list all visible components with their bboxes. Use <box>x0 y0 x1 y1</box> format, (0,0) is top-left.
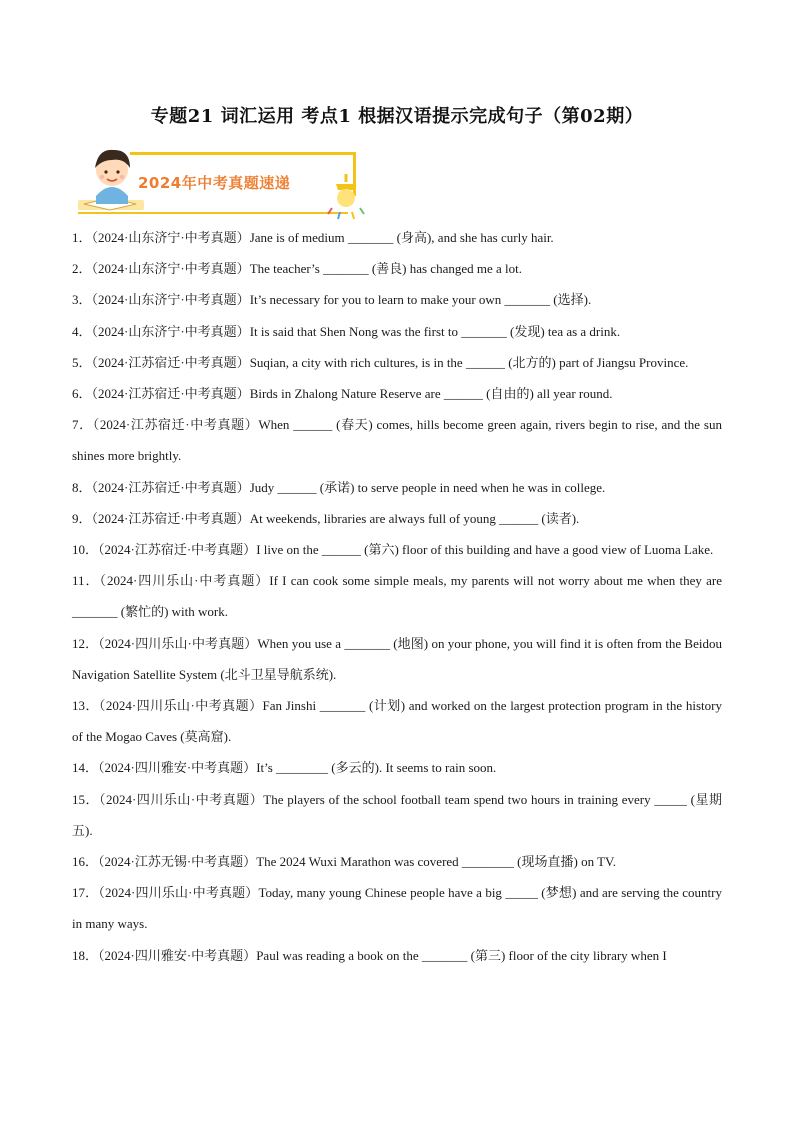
question-text: Suqian, a city with rich cultures, is in the ______ (北方的) part of Jiangsu Province. <box>249 354 689 370</box>
question-item <box>72 472 722 503</box>
question-number: 5． <box>72 354 92 370</box>
question-text: Paul was reading a book on the _______ (第三) floor of the city library when I <box>256 947 667 963</box>
question-source: （2024·江苏无锡·中考真题） <box>98 854 257 870</box>
question-item <box>72 877 722 939</box>
question-item <box>72 940 722 971</box>
question-source: （2024·江苏宿迁·中考真题） <box>91 510 250 526</box>
banner-label: 2024年中考真题速递 <box>138 174 291 192</box>
question-text: When you use a _______ (地图) on your phone, you will find it is often from the Beidou Navigation Satellite System (北斗卫星导航系统). <box>72 635 722 682</box>
question-item <box>72 752 722 783</box>
question-number: 13． <box>72 698 99 714</box>
question-text: If I can cook some simple meals, my parents will not worry about me when they are _______ (繁忙的) with work. <box>72 573 722 620</box>
question-source: （2024·四川乐山·中考真题） <box>99 573 270 589</box>
question-source: （2024·山东济宁·中考真题） <box>91 323 250 339</box>
question-item <box>72 284 722 315</box>
question-source: （2024·山东济宁·中考真题） <box>91 292 250 308</box>
question-number: 11． <box>72 573 100 589</box>
question-text: Fan Jinshi _______ (计划) and worked on the largest protection program in the history of the Mogao Caves (莫高窟). <box>72 698 722 745</box>
question-number: 14． <box>72 760 99 776</box>
question-item <box>72 316 722 347</box>
question-number: 16． <box>72 854 99 870</box>
question-source: （2024·江苏宿迁·中考真题） <box>91 354 250 370</box>
question-item <box>72 503 722 534</box>
question-item <box>72 347 722 378</box>
question-source: （2024·江苏宿迁·中考真题） <box>92 417 259 433</box>
question-number: 9． <box>72 510 92 526</box>
question-item <box>72 628 722 690</box>
question-text: At weekends, libraries are always full of young ______ (读者). <box>249 510 580 526</box>
question-source: （2024·江苏宿迁·中考真题） <box>91 479 250 495</box>
question-text: Judy ______ (承诺) to serve people in need when he was in college. <box>249 479 606 495</box>
question-item <box>72 690 722 752</box>
question-text: Jane is of medium _______ (身高), and she has curly hair. <box>249 230 554 245</box>
question-number: 15． <box>72 791 100 807</box>
question-number: 1． <box>72 230 92 245</box>
question-source: （2024·四川乐山·中考真题） <box>98 885 259 901</box>
question-source: （2024·江苏宿迁·中考真题） <box>91 386 250 402</box>
question-item <box>72 253 722 284</box>
question-source: （2024·四川乐山·中考真题） <box>98 698 263 714</box>
question-number: 12． <box>72 635 99 651</box>
question-item <box>72 378 722 409</box>
section-banner <box>74 138 364 220</box>
question-text: I live on the ______ (第六) floor of this building and have a good view of Luoma Lake. <box>256 542 714 558</box>
question-item <box>72 784 722 846</box>
question-number: 10． <box>72 542 99 558</box>
question-text: It’s necessary for you to learn to make your own _______ (选择). <box>249 292 592 308</box>
question-number: 2． <box>72 261 92 277</box>
question-number: 4． <box>72 323 92 339</box>
question-text: The teacher’s _______ (善良) has changed me a lot. <box>249 261 522 277</box>
question-list <box>72 222 722 971</box>
question-item <box>72 846 722 877</box>
lightbulb-icon <box>326 174 366 220</box>
page-title: 专题21 词汇运用 考点1 根据汉语提示完成句子（第02期） <box>150 106 644 127</box>
question-text: The players of the school football team spend two hours in training every _____ (星期五). <box>72 791 722 838</box>
question-number: 8． <box>72 479 92 495</box>
question-text: Today, many young Chinese people have a big _____ (梦想) and are serving the country in many ways. <box>72 885 722 932</box>
question-source: （2024·四川雅安·中考真题） <box>98 947 257 963</box>
question-number: 6． <box>72 386 92 402</box>
question-item <box>72 222 722 253</box>
question-source: （2024·江苏宿迁·中考真题） <box>98 542 257 558</box>
question-number: 3． <box>72 292 92 308</box>
question-text: The 2024 Wuxi Marathon was covered ________ (现场直播) on TV. <box>256 854 616 870</box>
question-item <box>72 409 722 471</box>
question-number: 7． <box>72 417 93 433</box>
question-item <box>72 565 722 627</box>
question-source: （2024·四川乐山·中考真题） <box>98 635 258 651</box>
question-text: When ______ (春天) comes, hills become green again, rivers begin to rise, and the sun shines more brightly. <box>72 417 722 464</box>
question-source: （2024·山东济宁·中考真题） <box>91 261 250 277</box>
question-text: It is said that Shen Nong was the first to _______ (发现) tea as a drink. <box>249 323 621 339</box>
question-source: （2024·四川雅安·中考真题） <box>98 760 257 776</box>
question-item <box>72 534 722 565</box>
question-number: 18． <box>72 947 99 963</box>
question-source: （2024·四川乐山·中考真题） <box>99 791 264 807</box>
question-text: It’s ________ (多云的). It seems to rain soon. <box>256 760 497 776</box>
question-text: Birds in Zhalong Nature Reserve are ______ (自由的) all year round. <box>249 386 613 402</box>
question-source: （2024·山东济宁·中考真题） <box>91 230 250 245</box>
question-number: 17． <box>72 885 99 901</box>
